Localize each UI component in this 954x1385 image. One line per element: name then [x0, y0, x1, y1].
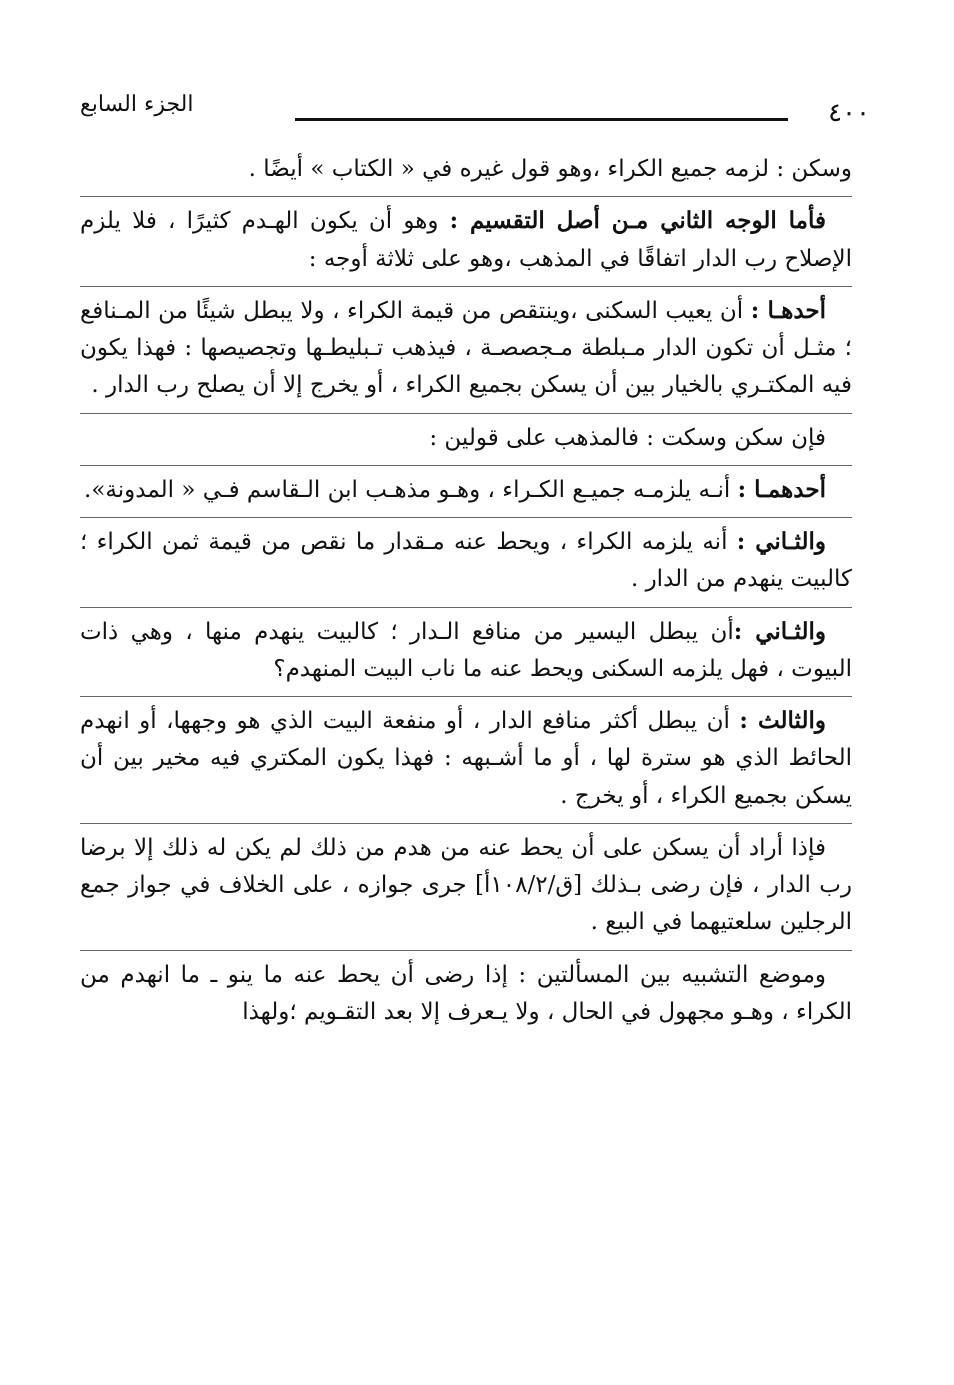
- paragraph-1: [80, 150, 852, 188]
- paragraph-text: أن يبطل اليسير من منافع الـدار ؛ كالبيت ينهدم منها ، وهي ذات البيوت ، فهل يلزمه السكنى ويحط عنه ما ناب البيت المنهدم؟: [80, 618, 852, 682]
- paragraph-lead: أحدهمـا :: [737, 475, 826, 503]
- paragraph-text: وموضع التشبيه بين المسألتين : إذا رضى أن يحط عنه ما ينو ـ ما انهدم من الكراء ، وهـو مجهول في الحال ، ولا يـعرف إلا بعد التقـويم ؛ولهذا: [80, 961, 852, 1025]
- paragraph-text: وسكن : لزمه جميع الكراء ،وهو قول غيره في « الكتاب » أيضًا .: [248, 156, 852, 182]
- paragraph-text: أن يعيب السكنى ،وينتقص من قيمة الكراء ، ولا يبطل شيئًا من المـنافع ؛ مثـل أن تكون الدار مـبلطة مـجصصـة ، فيذهب تـبليطـها وتجصيصها : فهذا يكون فيه المكتـري بالخيار بين أن يسكن بجميع الكراء ، أو يخرج إلا أن يصلح رب الدار .: [80, 297, 852, 399]
- paragraph-2: [80, 196, 852, 278]
- paragraph-9: [80, 823, 852, 942]
- paragraph-10: [80, 950, 852, 1032]
- body-text: [80, 150, 852, 1039]
- paragraph-6: [80, 517, 852, 599]
- paragraph-lead: فأما الوجه الثاني مـن أصل التقسيم :: [449, 207, 826, 235]
- paragraph-3: [80, 286, 852, 405]
- paragraph-lead: أحدهـا :: [750, 296, 826, 324]
- paragraph-text: أنـه يلزمـه جميـع الكـراء ، وهـو مذهـب ابن الـقاسم فـي « المدونة».: [84, 476, 738, 503]
- paragraph-text: أنه يلزمه الكراء ، ويحط عنه مـقدار ما نقص من قيمة ثمن الكراء ؛ كالبيت ينهدم من الدار .: [80, 529, 852, 593]
- paragraph-5: [80, 465, 852, 509]
- page-number: ٤٠٠: [828, 98, 870, 128]
- paragraph-text: أن يبطل أكثر منافع الدار ، أو منفعة البيت الذي هو وجهها، أو انهدم الحائط الذي هو سترة لها ، أو ما أشـبهه : فهذا يكون المكتري فيه مخير بين أن يسكن بجميع الكراء ، أو يخرج .: [80, 708, 852, 809]
- paragraph-7: [80, 607, 852, 689]
- paragraph-text: فإن سكن وسكت : فالمذهب على قولين :: [429, 424, 826, 451]
- header-rule: [295, 118, 788, 121]
- paragraph-text: فإذا أراد أن يسكن على أن يحط عنه من هدم من ذلك لم يكن له ذلك إلا برضا رب الدار ، فإن رضى بـذلك [ق/١٠٨/٢أ] جرى جوازه ، على الخلاف في جواز جمع الرجلين سلعتيهما في البيع .: [80, 834, 853, 936]
- paragraph-lead: والثـاني :: [733, 617, 826, 645]
- paragraph-8: [80, 696, 852, 815]
- paragraph-4: [80, 413, 852, 457]
- paragraph-lead: والثالث :: [739, 707, 826, 734]
- volume-title: الجزء السابع: [80, 92, 194, 117]
- paragraph-text: وهو أن يكون الهـدم كثيرًا ، فلا يلزم الإصلاح رب الدار اتفاقًا في المذهب ،وهو على ثلاثة أوجه :: [80, 208, 852, 272]
- page-header: [80, 92, 870, 132]
- paragraph-lead: والثـاني :: [736, 528, 826, 555]
